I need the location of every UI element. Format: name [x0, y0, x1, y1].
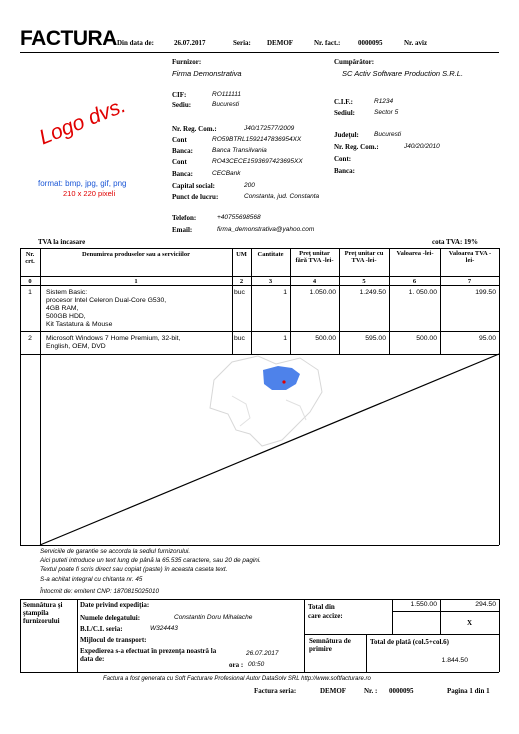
shipping-date: 26.07.2017	[246, 650, 279, 657]
supplier-signature-label: Semnătura şi ştampila furnizorului	[23, 601, 63, 625]
buyer-bank-label: Banca:	[334, 167, 355, 175]
footer-divider	[77, 599, 78, 672]
buyer-county: Bucuresti	[374, 131, 402, 138]
shipping-presence-label: Expedierea s-a efectuat în prezenţa noastră la data de:	[80, 647, 217, 663]
footer-top-border	[20, 599, 499, 600]
row1-um: buc	[234, 289, 245, 296]
romania-highlight	[263, 366, 300, 390]
bottom-nr-label: Nr. :	[364, 687, 378, 695]
col-header-um: UM	[236, 251, 247, 258]
footer-divider	[304, 599, 305, 672]
row2-nr: 2	[28, 335, 32, 342]
aviz-label: Nr. aviz	[404, 39, 428, 47]
row1-name-line: 500GB HDD,	[46, 313, 86, 320]
note-line: Textul poate fi scris direct sau copiat (paste) în aceasta caseta text.	[40, 566, 228, 573]
invoice-number: 0000095	[358, 39, 383, 47]
invoice-title: FACTURA	[20, 27, 117, 50]
invoice-date: 26.07.2017	[174, 39, 206, 47]
row1-nr: 1	[28, 289, 32, 296]
supplier-phone-label: Telefon:	[172, 214, 197, 222]
footer-divider	[304, 634, 499, 635]
delegate-name: Constantin Doru Mihalache	[174, 614, 253, 621]
transport-label: Mijlocul de transport:	[80, 636, 147, 644]
generated-by-note: Factura a fost generata cu Soft Facturare Profesional Autor DataSolv SRL http://www.softfacturare.ro	[103, 676, 371, 682]
buyer-name: SC Activ Software Production S.R.L.	[342, 69, 464, 78]
supplier-bank2-label: Banca:	[172, 170, 193, 178]
supplier-workpoint-label: Punct de lucru:	[172, 193, 219, 201]
total-label: Total din care accize:	[308, 603, 343, 620]
col-header-vat-value: Valoarea TVA -lei-	[448, 250, 492, 264]
supplier-seat-label: Sediu:	[172, 101, 192, 109]
row1-name-line: procesor Intel Celeron Dual-Core G530,	[46, 297, 167, 304]
bottom-series: DEMOF	[320, 687, 347, 695]
note-line: Aici puteti introduce un text lung de până la 65.535 caractere, sau 20 de pagini.	[40, 557, 261, 564]
time-label: ora :	[229, 661, 244, 669]
buyer-cif-label: C.I.F.:	[334, 98, 353, 106]
series-label: Seria:	[233, 39, 251, 47]
col-number: 5	[362, 278, 366, 285]
footer-right-border	[499, 599, 500, 672]
supplier-bank2: CECBank	[212, 170, 241, 177]
supplier-capital-label: Capital social:	[172, 182, 215, 190]
footer-divider	[392, 611, 499, 612]
issuer-line: Întocmit de: emitent CNP: 1870815025010	[40, 588, 160, 595]
row2-qty: 1	[283, 335, 287, 342]
bottom-series-label: Factura seria:	[254, 687, 297, 695]
row1-name-line: Kit Tastatura & Mouse	[46, 321, 113, 328]
row1-price-vat: 1.249.50	[359, 289, 386, 296]
buyer-county-label: Judeţul:	[334, 131, 359, 139]
grand-total-value: 1.844.50	[441, 657, 468, 664]
buyer-account-label: Cont:	[334, 155, 352, 163]
bottom-nr: 0000095	[389, 687, 414, 695]
row2-vat-value: 95.00	[478, 335, 496, 342]
row2-name-line: Microsoft Windows 7 Home Premium, 32-bit,	[46, 335, 181, 342]
supplier-account1: RO59BTRL1592147836954XX	[212, 136, 302, 143]
footer-bottom-border	[20, 672, 499, 673]
footer-left-border	[20, 599, 21, 672]
col-number: 1	[134, 278, 138, 285]
supplier-account2: RO43CECE1593697423695XX	[212, 158, 303, 165]
receipt-signature-label: Semnătura de primire	[309, 637, 351, 653]
row1-qty: 1	[283, 289, 287, 296]
col-number: 4	[312, 278, 317, 285]
row1-name-line: Sistem Basic:	[46, 289, 88, 296]
invoice-series: DEMOF	[267, 39, 294, 47]
footer-divider	[366, 634, 367, 672]
row2-name-line: English, OEM, DVD	[46, 343, 106, 350]
supplier-cif-label: CIF:	[172, 91, 187, 99]
supplier-email: firma_demonstrativa@yahoo.com	[217, 226, 315, 233]
row1-value: 1. 050.00	[408, 289, 437, 296]
row1-price-no-vat: 1.050.00	[309, 289, 336, 296]
col-header-nr: Nr. crt.	[25, 251, 35, 265]
id-card: W324443	[150, 625, 178, 632]
supplier-capital: 200	[244, 182, 255, 189]
supplier-reg: J40/172577/2009	[244, 125, 295, 132]
col-header-qty: Cantitate	[257, 251, 284, 258]
supplier-name: Firma Demonstrativa	[172, 69, 242, 78]
col-number: 2	[239, 278, 244, 285]
total-vat: 294.50	[475, 601, 496, 608]
buyer-label: Cumpărător:	[334, 58, 375, 66]
row1-vat-value: 199.50	[475, 289, 496, 296]
vat-on-collection: TVA la incasare	[38, 238, 86, 246]
supplier-reg-label: Nr. Reg. Com.:	[172, 125, 217, 133]
col-number: 7	[467, 278, 472, 285]
total-value: 1.550.00	[410, 601, 437, 608]
grand-total-label: Total de plată (col.5+col.6)	[370, 638, 449, 646]
map-outline	[232, 396, 250, 426]
col-header-price-no-vat: Preţ unitar fără TVA -lei-	[295, 250, 334, 264]
buyer-reg: J40/20/2010	[404, 143, 440, 150]
logo-size-hint: 210 x 220 pixeli	[63, 189, 116, 198]
col-header-name: Denumirea produselor sau a serviciilor	[82, 251, 190, 258]
buyer-reg-label: Nr. Reg. Com.:	[334, 143, 379, 151]
shipping-time: 00:50	[248, 661, 265, 668]
col-number: 0	[28, 278, 32, 285]
row2-um: buc	[234, 335, 245, 342]
supplier-account2-label: Cont	[172, 158, 187, 166]
supplier-seat: Bucuresti	[212, 101, 240, 108]
supplier-phone: +40755698568	[217, 214, 261, 221]
buyer-cif: R1234	[374, 98, 394, 105]
excise-marker: X	[466, 619, 473, 627]
row2-price-vat: 595.00	[365, 335, 386, 342]
capital-marker	[282, 380, 285, 383]
supplier-cif: RO111111	[212, 91, 242, 98]
supplier-workpoint: Constanta, jud. Constanta	[244, 193, 320, 200]
supplier-label: Furnizor:	[172, 58, 202, 66]
supplier-bank1-label: Banca:	[172, 147, 193, 155]
map-outline	[286, 400, 306, 420]
page-indicator: Pagina 1 din 1	[447, 687, 490, 695]
row1-name-line: 4GB RAM,	[46, 305, 79, 312]
logo-placeholder: Logo dvs.	[36, 93, 130, 150]
row2-value: 500.00	[416, 335, 437, 342]
note-line: S-a achitat integral cu chitanta nr. 45	[40, 576, 143, 583]
date-label: Din data de:	[117, 39, 154, 47]
col-header-value: Valoarea -lei-	[396, 250, 434, 257]
id-card-label: B.I./C.I. seria:	[80, 625, 123, 633]
supplier-account1-label: Cont	[172, 136, 187, 144]
logo-format-hint: format: bmp, jpg, gif, png	[38, 179, 127, 188]
delegate-label: Numele delegatului:	[80, 614, 141, 622]
col-number: 3	[268, 278, 273, 285]
col-number: 6	[412, 278, 417, 285]
supplier-bank1: Banca Transilvania	[212, 147, 267, 154]
row2-price-no-vat: 500.00	[315, 335, 336, 342]
expedition-label: Date privind expediţia:	[80, 601, 150, 609]
buyer-seat: Sector 5	[374, 109, 399, 116]
vat-rate: cota TVA: 19%	[432, 238, 479, 246]
buyer-seat-label: Sediul:	[334, 109, 356, 117]
number-label: Nr. fact.:	[314, 39, 341, 47]
col-header-price-vat: Preţ unitar cu TVA -lei-	[344, 250, 384, 264]
supplier-email-label: Email:	[172, 226, 193, 234]
note-line: Serviciile de garantie se accorda la sediul furnizorului.	[40, 548, 191, 555]
